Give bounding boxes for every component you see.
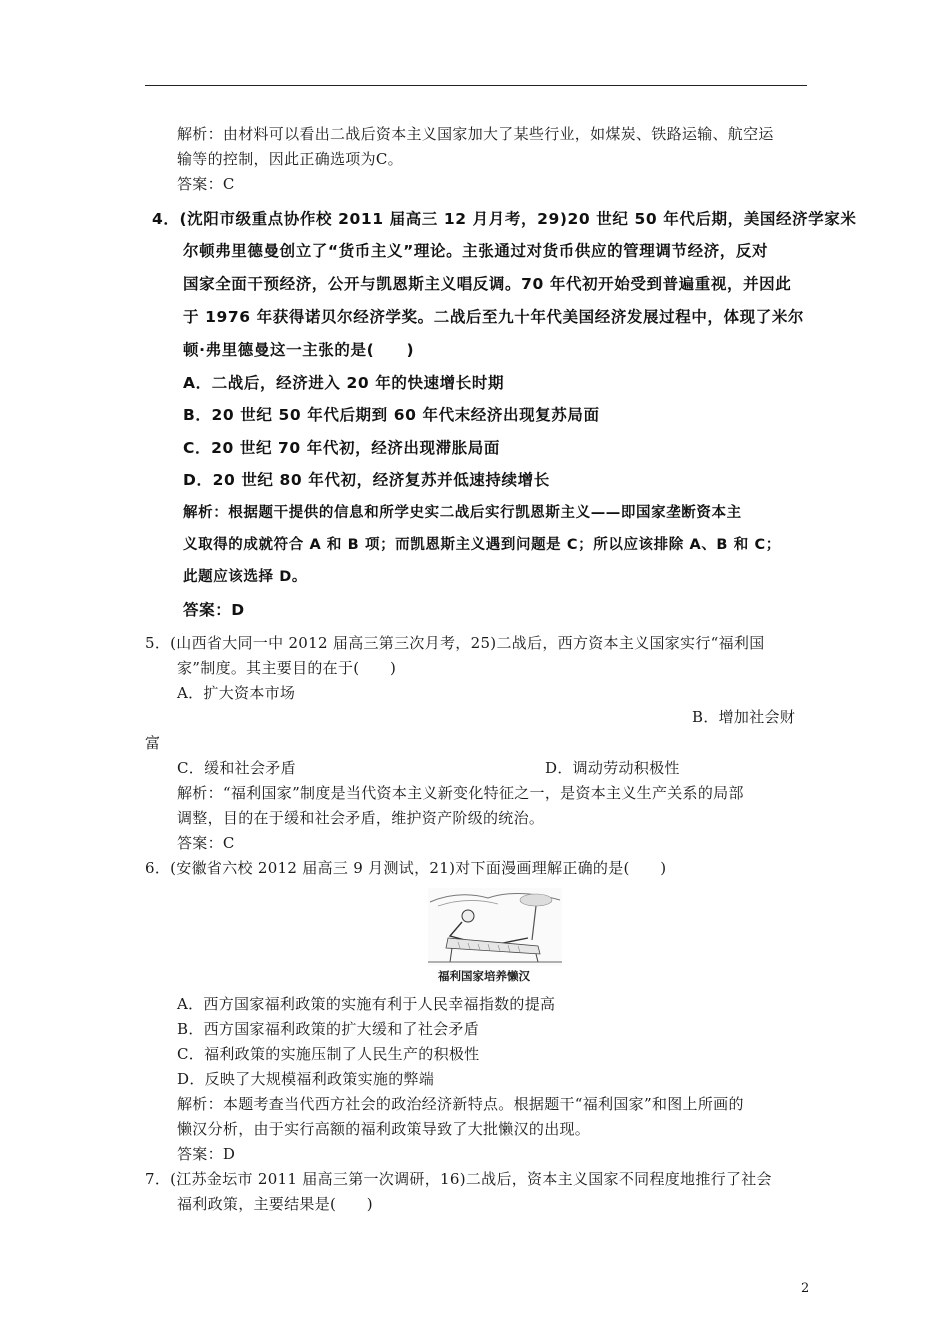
q5-option-a: A．扩大资本市场: [177, 684, 296, 702]
lazy-man-cartoon-image: [428, 888, 562, 966]
q6-analysis-line1: 解析：本题考查当代西方社会的政治经济新特点。根据题干“福利国家”和图上所画的: [177, 1095, 744, 1113]
q4-stem-line5: 顿·弗里德曼这一主张的是( ): [183, 341, 415, 359]
q4-analysis-line2: 义取得的成就符合 A 和 B 项；而凯恩斯主义遇到问题是 C；所以应该排除 A、B 和 C；: [183, 537, 781, 553]
q4-option-a: A．二战后，经济进入 20 年的快速增长时期: [183, 374, 505, 392]
q5-option-d: D．调动劳动积极性: [545, 759, 680, 777]
q4-analysis-line1: 解析：根据题干提供的信息和所学史实二战后实行凯恩斯主义——即国家垄断资本主: [183, 505, 742, 521]
cartoon-caption: 福利国家培养懒汉: [438, 969, 530, 983]
q4-option-c: C．20 世纪 70 年代初，经济出现滞胀局面: [183, 439, 501, 457]
q5-analysis-line1: 解析：“福利国家”制度是当代资本主义新变化特征之一，是资本主义生产关系的局部: [177, 784, 744, 802]
q5-option-c: C．缓和社会矛盾: [177, 759, 296, 777]
q4-stem-line4: 于 1976 年获得诺贝尔经济学奖。二战后至九十年代美国经济发展过程中，体现了米尔: [183, 308, 805, 326]
q6-stem-line1: 6．(安徽省六校 2012 届高三 9 月测试，21)对下面漫画理解正确的是( ): [145, 859, 667, 877]
q4-stem-line3: 国家全面干预经济，公开与凯恩斯主义唱反调。70 年代初开始受到普遍重视，并因此: [183, 275, 792, 293]
header-rule: [145, 85, 807, 86]
q6-analysis-line2: 懒汉分析，由于实行高额的福利政策导致了大批懒汉的出现。: [177, 1120, 591, 1138]
q6-option-d: D．反映了大规模福利政策实施的弊端: [177, 1070, 435, 1088]
q4-stem-line2: 尔顿弗里德曼创立了“货币主义”理论。主张通过对货币供应的管理调节经济，反对: [183, 242, 769, 260]
q7-stem-line2: 福利政策，主要结果是( ): [177, 1195, 373, 1213]
q7-stem-line1: 7．(江苏金坛市 2011 届高三第一次调研，16)二战后，资本主义国家不同程度地推行了社会: [145, 1170, 772, 1188]
q4-stem-line1: 4．(沈阳市级重点协作校 2011 届高三 12 月月考，29)20 世纪 50 年代后期，美国经济学家米: [152, 210, 857, 228]
q4-option-d: D．20 世纪 80 年代初，经济复苏并低速持续增长: [183, 471, 550, 489]
q4-answer: 答案：D: [183, 601, 245, 619]
q5-option-b: B．增加社会财: [692, 708, 796, 726]
q4-analysis-line3: 此题应该选择 D。: [183, 569, 307, 585]
q4-option-b: B．20 世纪 50 年代后期到 60 年代末经济出现复苏局面: [183, 406, 600, 424]
q6-answer: 答案：D: [177, 1145, 236, 1163]
q6-option-c: C．福利政策的实施压制了人民生产的积极性: [177, 1045, 480, 1063]
q5-stem-line1: 5．(山西省大同一中 2012 届高三第三次月考，25)二战后，西方资本主义国家实行“福利国: [145, 634, 765, 652]
page-number: 2: [801, 1281, 810, 1296]
q5-answer: 答案：C: [177, 834, 235, 852]
q6-option-a: A．西方国家福利政策的实施有利于人民幸福指数的提高: [177, 995, 556, 1013]
q3-analysis-line1: 解析：由材料可以看出二战后资本主义国家加大了某些行业，如煤炭、铁路运输、航空运: [177, 125, 774, 143]
q3-analysis-line2: 输等的控制，因此正确选项为C。: [177, 150, 403, 168]
q5-analysis-line2: 调整，目的在于缓和社会矛盾，维护资产阶级的统治。: [177, 809, 545, 827]
q5-option-b-wrap: 富: [145, 734, 161, 752]
q5-stem-line2: 家”制度。其主要目的在于( ): [177, 659, 397, 677]
q6-option-b: B．西方国家福利政策的扩大缓和了社会矛盾: [177, 1020, 480, 1038]
q3-answer: 答案：C: [177, 175, 235, 193]
